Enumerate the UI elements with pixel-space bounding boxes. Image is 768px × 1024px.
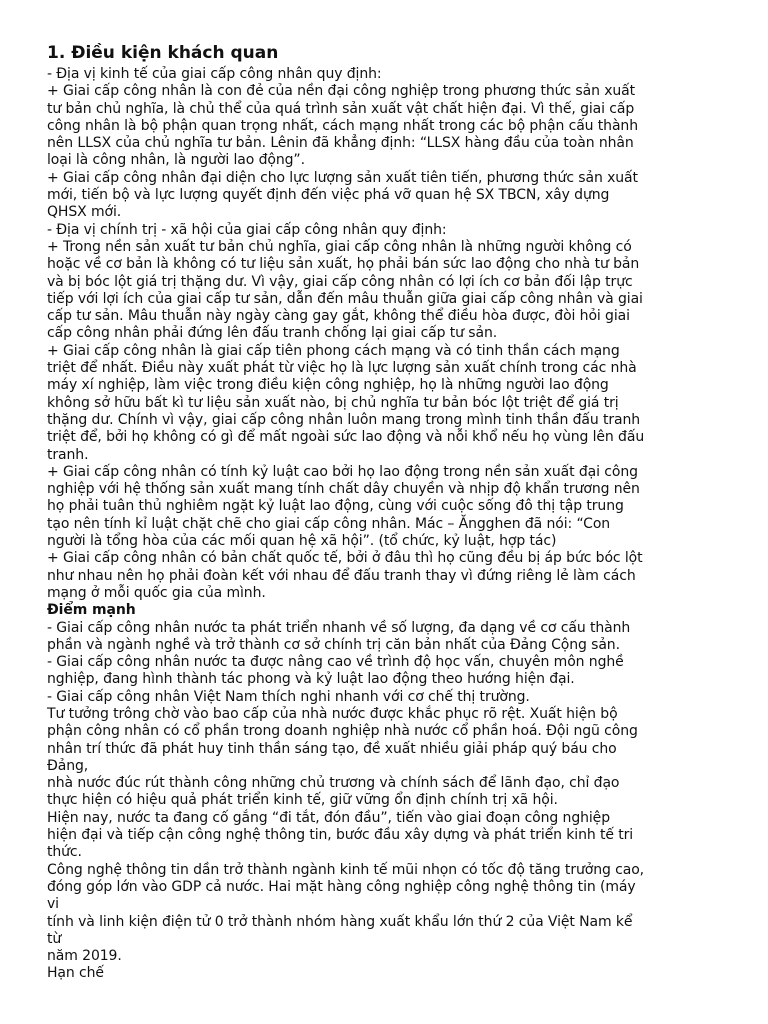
text-line: thặng dư. Chính vì vậy, giai cấp công nhân luôn mang trong mình tinh thần đấu tranh — [47, 411, 641, 428]
text-line: + Trong nền sản xuất tư bản chủ nghĩa, giai cấp công nhân là những người không có — [47, 238, 632, 255]
text-line: và bị bóc lột giá trị thặng dư. Vì vậy, giai cấp công nhân có lợi ích cơ bản đối lập trực — [47, 273, 633, 290]
text-line: đóng góp lớn vào GDP cả nước. Hai mặt hàng công nghiệp công nghệ thông tin (máy — [47, 878, 636, 895]
text-line: mạng ở mỗi quốc gia của mình. — [47, 584, 266, 601]
text-line: tư bản chủ nghĩa, là chủ thể của quá trình sản xuất vật chất hiện đại. Vì thế, giai cấp — [47, 100, 635, 117]
text-line: QHSX mới. — [47, 204, 122, 221]
text-line: + Giai cấp công nhân là giai cấp tiên phong cách mạng và có tinh thần cách mạng — [47, 342, 620, 359]
text-line: tạo nên tính kỉ luật chặt chẽ cho giai cấp công nhân. Mác – Ăngghen đã nói: “Con — [47, 515, 611, 532]
document-page — [47, 42, 719, 983]
text-line: - Địa vị kinh tế của giai cấp công nhân quy định: — [47, 66, 382, 82]
text-line: nhân trí thức đã phát huy tinh thần sáng tạo, đề xuất nhiều giải pháp quý báu cho — [47, 740, 617, 757]
text-line: nghiệp với hệ thống sản xuất mang tính chất dây chuyền và nhịp độ khẩn trương nên — [47, 481, 640, 498]
text-line: Công nghệ thông tin dần trở thành ngành kinh tế mũi nhọn có tốc độ tăng trưởng cao, — [47, 861, 645, 878]
text-line: tính và linh kiện điện tử 0 trở thành nhóm hàng xuất khẩu lớn thứ 2 của Việt Nam kể — [47, 913, 633, 930]
text-line: + Giai cấp công nhân là con đẻ của nền đại công nghiệp trong phương thức sản xuất — [47, 83, 636, 100]
text-line: nhà nước đúc rút thành công những chủ trương và chính sách để lãnh đạo, chỉ đạo — [47, 775, 620, 792]
text-line: - Giai cấp công nhân nước ta được nâng cao về trình độ học vấn, chuyên môn nghề — [47, 654, 624, 671]
text-line: tranh. — [47, 446, 89, 463]
text-line: họ phải tuân thủ nghiêm ngặt kỷ luật lao động, cùng với cuộc sống đô thị tập trung — [47, 498, 624, 515]
text-line: cấp tư sản. Mâu thuẫn này ngày càng gay gắt, không thể điều hòa được, đòi hỏi giai — [47, 308, 630, 325]
text-line: thực hiện có hiệu quả phát triển kinh tế, giữ vững ổn định chính trị xã hội. — [47, 792, 558, 809]
text-line: tiếp với lợi ích của giai cấp tư sản, dẫn đến mâu thuẫn giữa giai cấp công nhân và giai — [47, 290, 643, 307]
subheading: Điểm mạnh — [47, 602, 136, 619]
text-line: Hạn chế — [47, 965, 104, 982]
text-line: triệt để nhất. Điều này xuất phát từ việc họ là lực lượng sản xuất chính trong các nhà — [47, 360, 637, 377]
text-line: phận công nhân có cổ phần trong doanh nghiệp nhà nước cổ phần hoá. Đội ngũ công — [47, 723, 638, 740]
text-line: không sở hữu bất kì tư liệu sản xuất nào, bị chủ nghĩa tư bản bóc lột triệt để giá trị — [47, 394, 619, 411]
text-line: thức. — [47, 844, 82, 861]
text-line: hoặc về cơ bản là không có tư liệu sản xuất, họ phải bán sức lao động cho nhà tư bản — [47, 256, 640, 273]
text-line: nên LLSX của chủ nghĩa tư bản. Lênin đã khẳng định: “LLSX hàng đầu của toàn nhân — [47, 135, 634, 152]
text-line: + Giai cấp công nhân đại diện cho lực lượng sản xuất tiên tiến, phương thức sản xuất — [47, 169, 638, 186]
section-heading: 1. Điều kiện khách quan — [47, 43, 279, 63]
text-line: + Giai cấp công nhân có bản chất quốc tế, bởi ở đâu thì họ cũng đều bị áp bức bóc lột — [47, 550, 643, 567]
text-line: Tư tưởng trông chờ vào bao cấp của nhà nước được khắc phục rõ rệt. Xuất hiện bộ — [47, 705, 618, 722]
text-line: như nhau nên họ phải đoàn kết với nhau để đấu tranh thay vì đứng riêng lẻ làm cách — [47, 567, 636, 584]
text-line: người là tổng hòa của các mối quan hệ xã hội”. (tổ chức, kỷ luật, hợp tác) — [47, 533, 557, 550]
text-line: hiện đại và tiếp cận công nghệ thông tin, bước đầu xây dựng và phát triển kinh tế tri — [47, 827, 634, 844]
text-line: cấp công nhân phải đứng lên đấu tranh chống lại giai cấp tư sản. — [47, 325, 498, 342]
text-line: mới, tiến bộ và lực lượng quyết định đến việc phá vỡ quan hệ SX TBCN, xây dựng — [47, 187, 610, 204]
text-line: công nhân là bộ phận quan trọng nhất, cách mạng nhất trong các bộ phận cấu thành — [47, 117, 638, 134]
text-line: máy xí nghiệp, làm việc trong điều kiện công nghiệp, họ là những người lao động — [47, 377, 609, 394]
text-line: nghiệp, đang hình thành tác phong và kỷ luật lao động theo hướng hiện đại. — [47, 671, 575, 688]
text-line: loại là công nhân, là người lao động”. — [47, 152, 305, 169]
text-line: năm 2019. — [47, 948, 122, 965]
text-line: từ — [47, 930, 62, 947]
text-line: + Giai cấp công nhân có tính kỷ luật cao bởi họ lao động trong nền sản xuất đại công — [47, 463, 638, 480]
text-line: triệt để, bởi họ không có gì để mất ngoài sức lao động và nỗi khổ nếu họ vùng lên đấu — [47, 429, 645, 446]
text-line: vi — [47, 896, 59, 913]
text-line: phần và ngành nghề và trở thành cơ sở chính trị căn bản nhất của Đảng Cộng sản. — [47, 636, 620, 653]
document-body — [47, 66, 719, 983]
text-line: Đảng, — [47, 757, 89, 774]
text-line: - Địa vị chính trị - xã hội của giai cấp công nhân quy định: — [47, 221, 447, 238]
text-line: - Giai cấp công nhân nước ta phát triển nhanh về số lượng, đa dạng về cơ cấu thành — [47, 619, 631, 636]
text-line: - Giai cấp công nhân Việt Nam thích nghi nhanh với cơ chế thị trường. — [47, 688, 530, 705]
text-line: Hiện nay, nước ta đang cố gắng “đi tắt, đón đầu”, tiến vào giai đoạn công nghiệp — [47, 809, 610, 826]
